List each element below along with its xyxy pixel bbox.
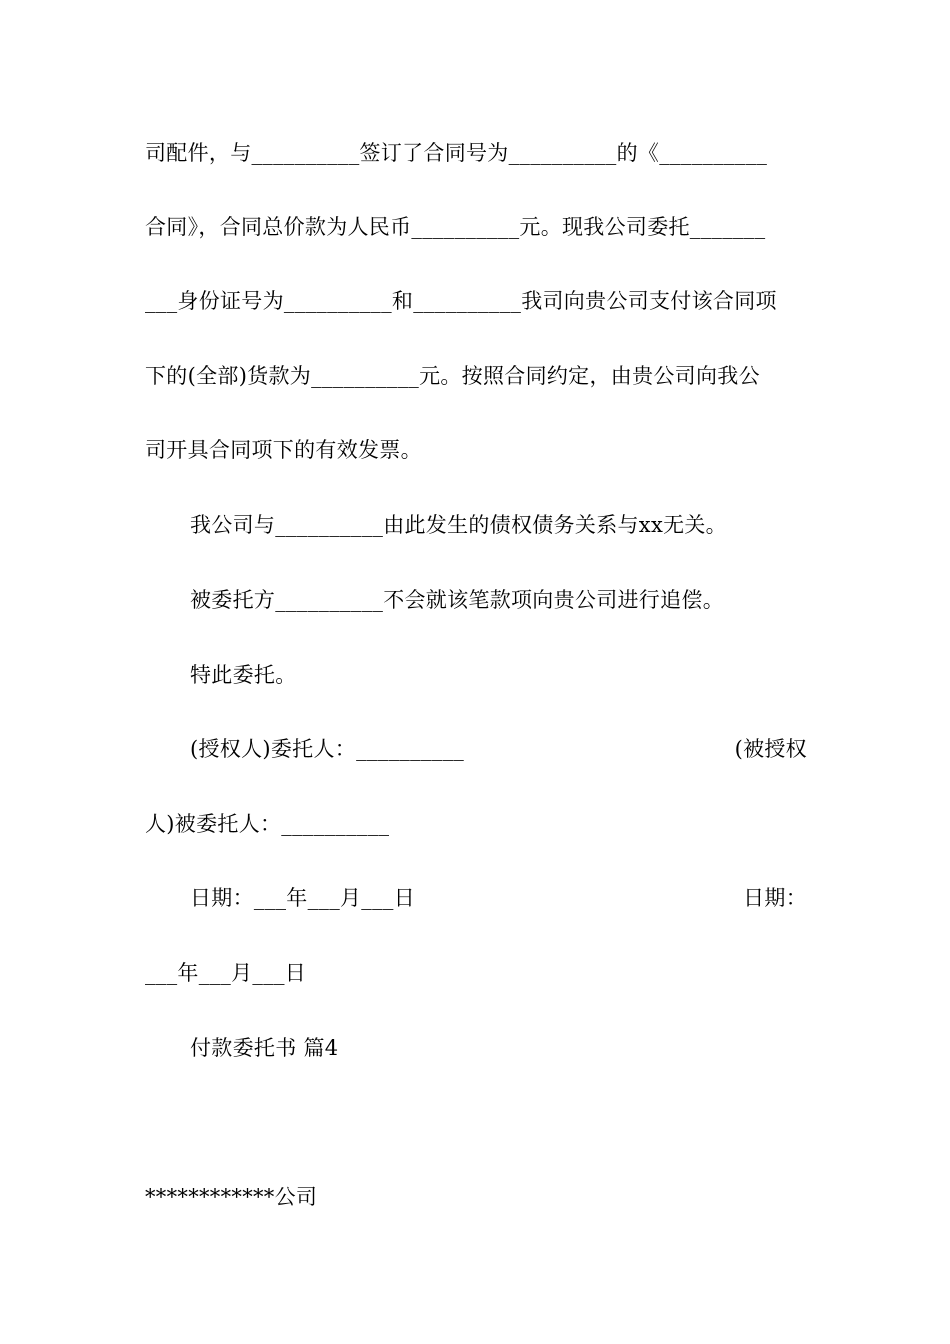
date-row <box>190 878 807 918</box>
company-name: ************公司 <box>145 1185 318 1209</box>
authorizer-date: 日期：___年___月___日 <box>190 886 415 910</box>
paragraph-line: 司开具合同项下的有效发票。 <box>145 438 422 462</box>
paragraph-line: 我公司与__________由此发生的债权债务关系与xx无关。 <box>190 513 727 537</box>
paragraph-line: 合同》，合同总价款为人民币__________元。现我公司委托_______ <box>145 215 766 239</box>
signature-row <box>190 729 807 769</box>
authorized-date: ___年___月___日 <box>145 961 307 985</box>
paragraph-line: ___身份证号为__________和__________我司向贵公司支付该合同项 <box>145 289 777 313</box>
paragraph-line: 司配件，与__________签订了合同号为__________的《__________ <box>145 141 768 165</box>
authorized-signature: 人)被委托人：__________ <box>145 812 390 836</box>
paragraph-line: 下的(全部)货款为__________元。按照合同约定，由贵公司向我公 <box>145 364 760 388</box>
paragraph-line: 被委托方__________不会就该笔款项向贵公司进行追偿。 <box>190 588 724 612</box>
closing-phrase: 特此委托。 <box>190 663 297 687</box>
authorized-date-label: 日期： <box>743 886 807 910</box>
authorizer-signature: (授权人)委托人：__________ <box>190 737 465 761</box>
authorized-label-start: (被授权 <box>734 737 807 761</box>
section-title: 付款委托书 篇4 <box>190 1036 339 1060</box>
